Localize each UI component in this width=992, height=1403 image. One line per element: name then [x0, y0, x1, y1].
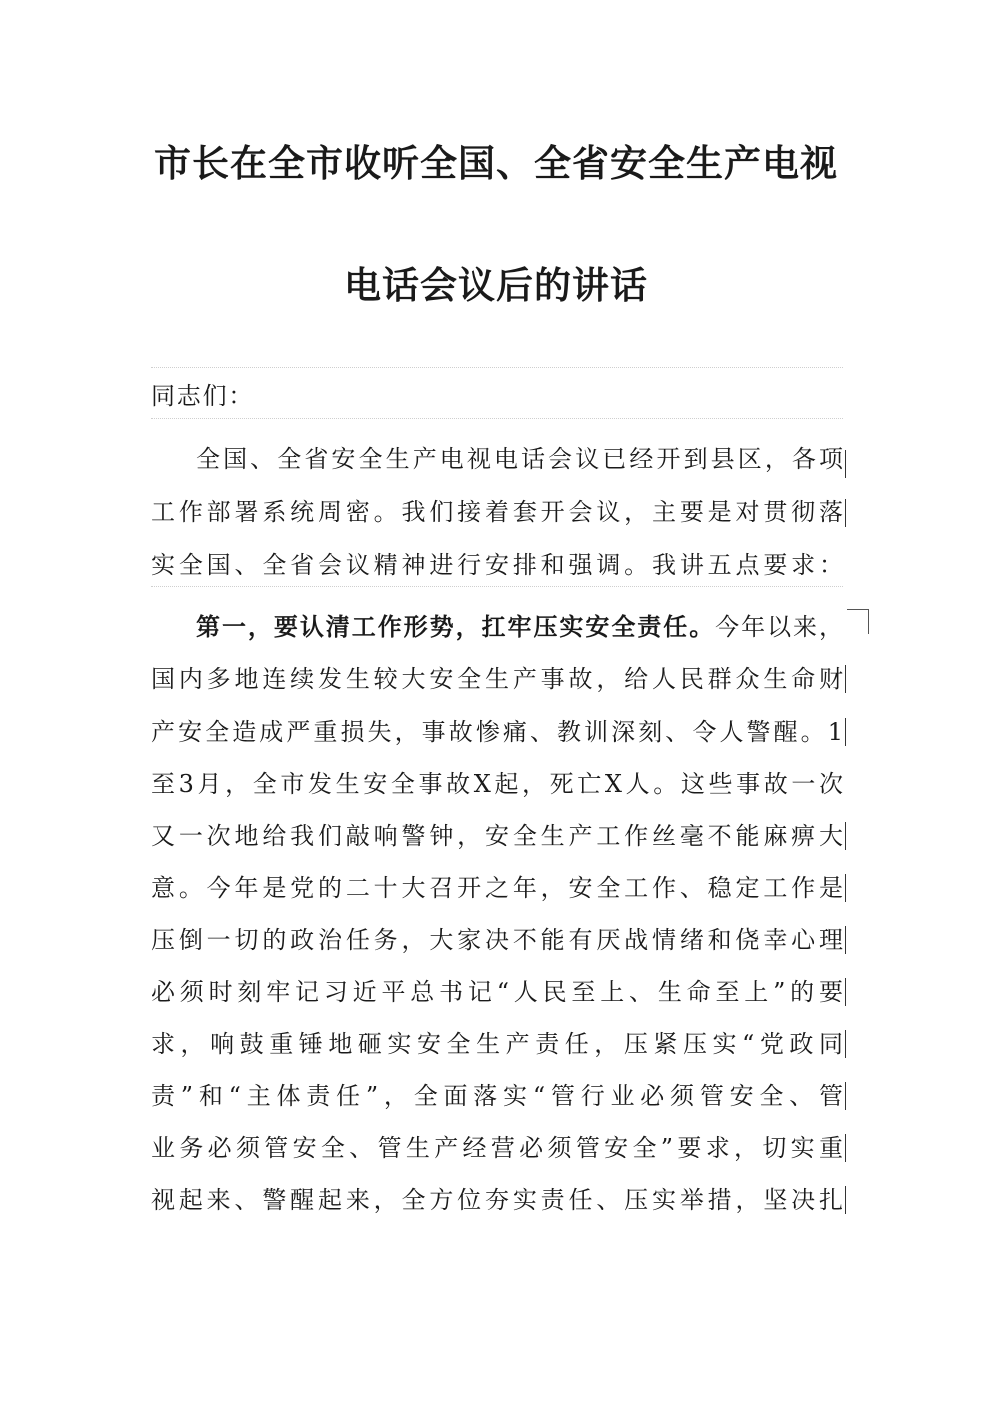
section1-first-line — [151, 609, 843, 645]
section1-line: 至3月，全市发生安全事故X起，死亡X人。这些事故一次 — [151, 770, 843, 798]
margin-bar — [845, 874, 846, 902]
section1-line: 又一次地给我们敲响警钟，安全生产工作丝毫不能麻痹大 — [151, 822, 843, 850]
margin-bar — [845, 978, 846, 1006]
margin-bar — [845, 665, 846, 693]
salutation: 同志们： — [151, 382, 255, 410]
intro-line: 工作部署系统周密。我们接着套开会议，主要是对贯彻落 — [151, 498, 843, 526]
document-title-line-2: 电话会议后的讲话 — [344, 264, 648, 307]
margin-bar — [845, 1186, 846, 1214]
margin-bar — [845, 1030, 846, 1058]
dotted-rule — [151, 367, 843, 368]
margin-bar — [845, 718, 846, 746]
document-title-line-1: 市长在全市收听全国、全省安全生产电视 — [154, 142, 838, 185]
section1-line: 业务必须管安全、管生产经营必须管安全”要求，切实重 — [151, 1134, 843, 1162]
section1-heading: 第一，要认清工作形势，扛牢压实安全责任。 — [196, 612, 716, 641]
margin-bar — [845, 499, 846, 527]
margin-bar — [845, 1082, 846, 1110]
dotted-rule — [151, 418, 843, 419]
section1-line: 产安全造成严重损失，事故惨痛、教训深刻、令人警醒。1 — [151, 718, 843, 746]
section1-first-tail: 今年以来， — [715, 613, 844, 641]
section1-line: 责”和“主体责任”，全面落实“管行业必须管安全、管 — [151, 1082, 843, 1110]
dotted-rule — [151, 586, 843, 587]
section1-line: 视起来、警醒起来，全方位夯实责任、压实举措，坚决扎 — [151, 1186, 843, 1214]
margin-bar — [845, 450, 846, 478]
section1-line: 国内多地连续发生较大安全生产事故，给人民群众生命财 — [151, 665, 843, 693]
section1-line: 求，响鼓重锤地砸实安全生产责任，压紧压实“党政同 — [151, 1030, 843, 1058]
margin-bar — [845, 1134, 846, 1162]
section1-line: 压倒一切的政治任务，大家决不能有厌战情绪和侥幸心理 — [151, 926, 843, 954]
margin-bar — [845, 926, 846, 954]
margin-bar — [845, 822, 846, 850]
section1-line: 意。今年是党的二十大召开之年，安全工作、稳定工作是 — [151, 874, 843, 902]
corner-mark — [847, 609, 869, 634]
intro-line: 实全国、全省会议精神进行安排和强调。我讲五点要求： — [151, 551, 843, 579]
section1-line: 必须时刻牢记习近平总书记“人民至上、生命至上”的要 — [151, 978, 843, 1006]
intro-line: 全国、全省安全生产电视电话会议已经开到县区，各项 — [196, 445, 843, 473]
